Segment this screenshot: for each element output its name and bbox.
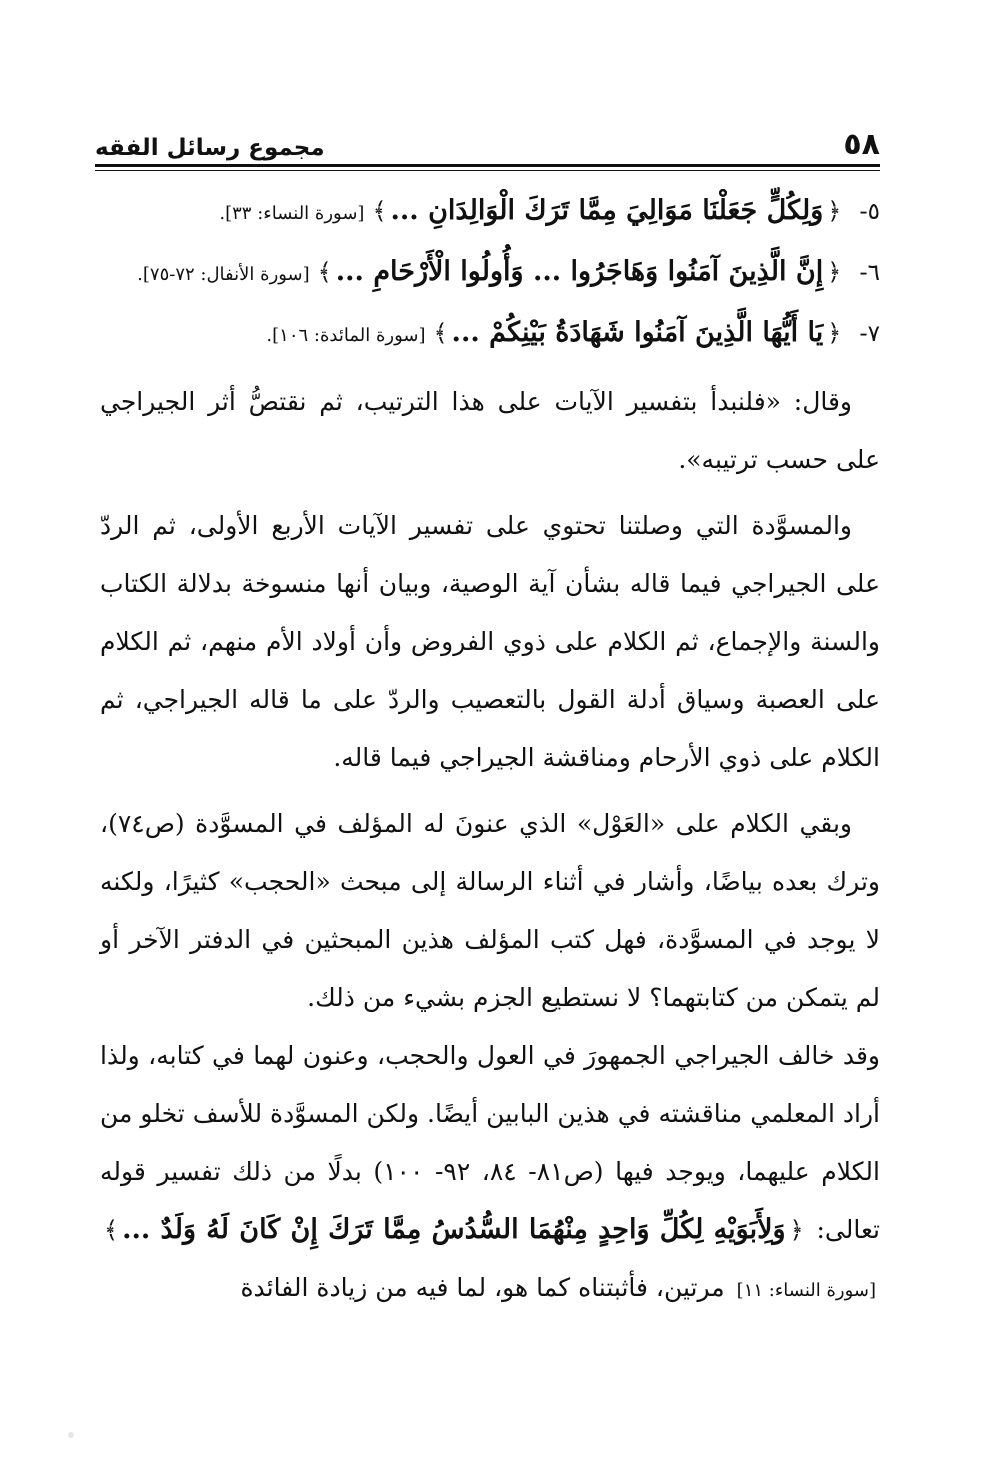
quran-close-bracket: ﴾: [433, 319, 448, 347]
verse-item-6: [100, 243, 880, 304]
quran-open-bracket: ﴿: [827, 319, 842, 347]
quran-open-bracket: ﴿: [827, 258, 842, 286]
quran-close-bracket: ﴾: [372, 197, 387, 225]
verse-number: ٥-: [859, 199, 880, 225]
paragraph-quote: وقال: «فلنبدأ بتفسير الآيات على هذا الترتيب، ثم نقتصُّ أثر الجيراجي على حسب ترتيبه».: [100, 387, 880, 474]
page-body: [100, 182, 880, 1320]
running-title: مجموع رسائل الفقه: [95, 135, 325, 161]
verse-number: ٦-: [859, 260, 880, 286]
paragraph-awl-hajb: وبقي الكلام على «العَوْل» الذي عنونَ له المؤلف في المسوَّدة (ص٧٤)، وترك بعده بياضًا، وأشار في أثناء الرسالة إلى مبحث «الحجب» كثيرًا، ولكنه لا يوجد في المسوَّدة، فهل كتب المؤلف هذين المبحثين في الدفتر الآخر أو لم يتمكن من كتابتهما؟ لا نستطيع الجزم بشيء من ذلك.: [100, 809, 880, 1012]
surah-citation: [سورة الأنفال: ٧٢-٧٥].: [137, 264, 310, 285]
header-rule: [95, 164, 880, 167]
quran-open-bracket: ﴿: [827, 197, 842, 225]
quran-open-bracket: ﴿: [789, 1216, 804, 1244]
paragraph-disagreement: [100, 1027, 880, 1320]
quran-close-bracket: ﴾: [104, 1216, 119, 1244]
verse-item-5: [100, 182, 880, 243]
paragraph-disagreement-end: مرتين، فأثبتناه كما هو، لما فيه من زيادة الفائدة: [240, 1273, 725, 1302]
page-header: [95, 112, 880, 160]
verse-number: ٧-: [859, 321, 880, 347]
quran-verse-text: إِنَّ الَّذِينَ آمَنُوا وَهَاجَرُوا ... وَأُولُوا الْأَرْحَامِ ...: [335, 256, 824, 287]
verse-content: [100, 182, 845, 243]
surah-citation: [سورة المائدة: ١٠٦].: [266, 325, 426, 346]
quran-verse-text: وَلِأَبَوَيْهِ لِكُلِّ وَاحِدٍ مِنْهُمَا السُّدُسُ مِمَّا تَرَكَ إِنْ كَانَ لَهُ وَلَدٌ ...: [122, 1214, 786, 1245]
quran-close-bracket: ﴾: [317, 258, 332, 286]
scan-speck: [68, 1432, 74, 1438]
surah-citation: [سورة النساء: ٣٣].: [219, 203, 365, 224]
paragraph-disagreement-text: وقد خالف الجيراجي الجمهورَ في العول والحجب، وعنون لهما في كتابه، ولذا أراد المعلمي مناقشته في هذين البابين أيضًا. ولكن المسوَّدة للأسف تخلو من الكلام عليهما، ويوجد فيها (ص٨١- ٨٤، ٩٢- ١٠٠) بدلًا من ذلك تفسير قوله تعالى:: [100, 1041, 880, 1244]
quran-verse-text: وَلِكُلٍّ جَعَلْنَا مَوَالِيَ مِمَّا تَرَكَ الْوَالِدَانِ ...: [390, 195, 824, 226]
verse-content: [100, 243, 845, 304]
verse-item-7: [100, 304, 880, 365]
paragraph-draft-contents: والمسوَّدة التي وصلتنا تحتوي على تفسير الآيات الأربع الأولى، ثم الردّ على الجيراجي فيما قاله بشأن آية الوصية، وبيان أنها منسوخة بدلالة الكتاب والسنة والإجماع، ثم الكلام على ذوي الفروض وأن أولاد الأم منهم، ثم الكلام على العصبة وسياق أدلة القول بالتعصيب والردّ على ما قاله الجيراجي، ثم الكلام على ذوي الأرحام ومناقشة الجيراجي فيما قاله.: [100, 511, 880, 772]
page-number: ٥٨: [843, 127, 880, 162]
verse-content: [100, 304, 845, 365]
quran-verse-text: يَا أَيُّهَا الَّذِينَ آمَنُوا شَهَادَةُ بَيْنِكُمْ ...: [451, 317, 824, 348]
surah-citation: [سورة النساء: ١١]: [736, 1280, 876, 1301]
